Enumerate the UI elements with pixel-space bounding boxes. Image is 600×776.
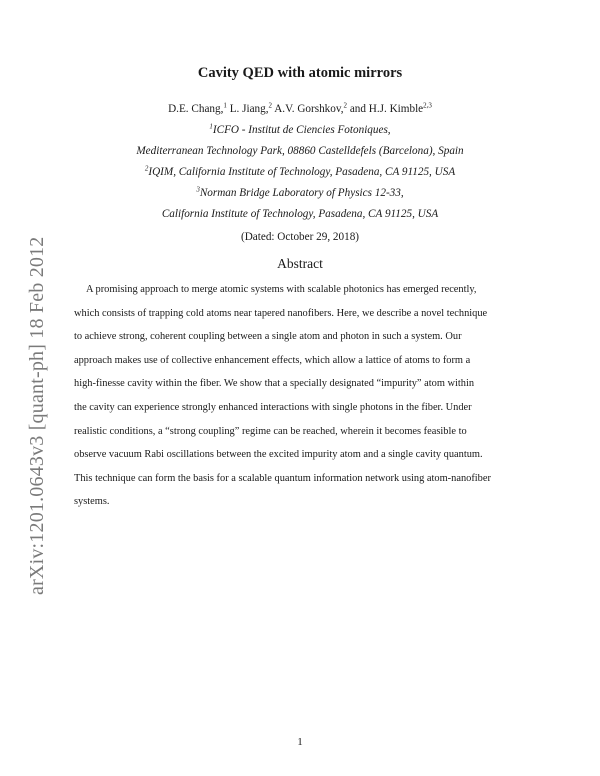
affiliation-text: IQIM, California Institute of Technology, Pasadena, CA 91125, USA (148, 166, 456, 178)
affiliation-line (0, 145, 600, 157)
abstract-line: which consists of trapping cold atoms near tapered nanofibers. Here, we describe a novel technique (74, 307, 488, 319)
author-affiliation-mark: 2 (343, 101, 348, 110)
abstract-line: systems. (74, 496, 110, 508)
abstract-line: high-finesse cavity within the fiber. We show that a specially designated “impurity” atom within (74, 378, 475, 390)
author-list (0, 103, 600, 115)
affiliation-text: Mediterranean Technology Park, 08860 Castelldefels (Barcelona), Spain (136, 145, 464, 157)
affiliation-line (0, 166, 600, 178)
affiliation-line (0, 124, 600, 136)
author-name: A.V. Gorshkov, (272, 103, 344, 115)
affiliation-text: California Institute of Technology, Pasadena, CA 91125, USA (161, 208, 439, 220)
page-number: 1 (297, 736, 303, 748)
abstract-heading: Abstract (277, 256, 323, 271)
arxiv-identifier-stamp: arXiv:1201.0643v3 [quant-ph] 18 Feb 2012 (26, 236, 48, 595)
abstract-line: the cavity can experience strongly enhanced interactions with single photons in the fiber. Under (74, 401, 472, 413)
abstract-body (74, 278, 530, 514)
abstract-line: A promising approach to merge atomic systems with scalable photonics has emerged recently, (86, 284, 477, 295)
affiliation-mark: 2 (144, 164, 149, 173)
abstract-line: approach makes use of collective enhancement effects, which allow a lattice of atoms to form a (74, 354, 471, 366)
author-name: and H.J. Kimble (347, 103, 424, 115)
affiliation-line (0, 187, 600, 199)
author-affiliation-mark: 1 (223, 101, 227, 110)
affiliation-mark: 1 (209, 122, 213, 131)
affiliation-text: Norman Bridge Laboratory of Physics 12-33, (199, 187, 404, 199)
author-name: L. Jiang, (226, 103, 269, 115)
affiliation-line (0, 208, 600, 220)
abstract-line: realistic conditions, a “strong coupling” regime can be reached, wherein it becomes feasible to (74, 425, 467, 437)
author-name: D.E. Chang, (168, 103, 224, 115)
abstract-line: observe vacuum Rabi oscillations between the excited impurity atom and a single cavity quantum. (74, 449, 483, 461)
affiliation-mark: 3 (196, 185, 200, 194)
abstract-line: to achieve strong, coherent coupling between a single atom and photon in such a system. Our (74, 331, 462, 343)
affiliation-text: ICFO - Institut de Ciencies Fotoniques, (212, 124, 391, 136)
date-line: (Dated: October 29, 2018) (240, 231, 360, 243)
abstract-line: This technique can form the basis for a scalable quantum information network using atom-nanofiber (74, 472, 491, 484)
author-affiliation-mark: 2 (268, 101, 273, 110)
paper-title: Cavity QED with atomic mirrors (197, 65, 403, 81)
author-affiliation-mark: 2,3 (423, 101, 432, 110)
